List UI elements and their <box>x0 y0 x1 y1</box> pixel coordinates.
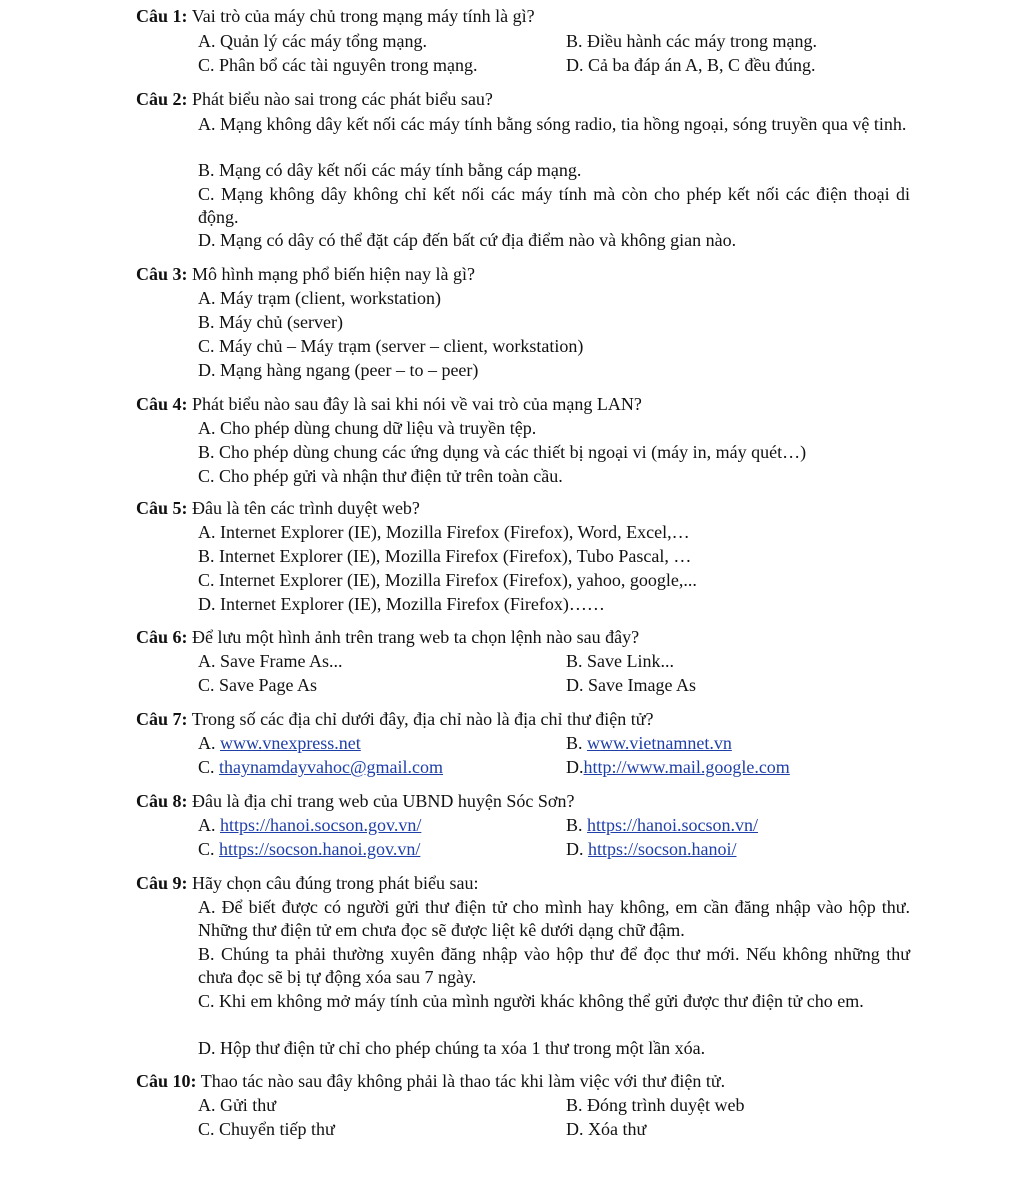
question-3-option-b: B. Máy chủ (server) <box>198 312 343 332</box>
question-3-title: Câu 3: Mô hình mạng phổ biến hiện nay là gì? <box>136 264 475 284</box>
question-8-title: Câu 8: Đâu là địa chỉ trang web của UBND huyện Sóc Sơn? <box>136 791 575 811</box>
question-10-option-a: A. Gửi thư <box>198 1095 277 1115</box>
question-2-option-d: D. Mạng có dây có thể đặt cáp đến bất cứ địa điểm nào và không gian nào. <box>198 230 737 250</box>
question-5-option-b: B. Internet Explorer (IE), Mozilla Firefox (Firefox), Tubo Pascal, … <box>198 546 692 566</box>
question-6-option-a: A. Save Frame As... <box>198 651 343 671</box>
question-9-option-c: C. Khi em không mở máy tính của mình người khác không thể gửi được thư điện tử cho em. <box>198 991 864 1011</box>
question-9-option-d: D. Hộp thư điện tử chỉ cho phép chúng ta xóa 1 thư trong một lần xóa. <box>198 1038 706 1058</box>
question-7-title: Câu 7: Trong số các địa chỉ dưới đây, địa chỉ nào là địa chỉ thư điện tử? <box>136 709 654 729</box>
link-mail-google[interactable]: http://www.mail.google.com <box>583 757 790 777</box>
question-1-option-c: C. Phân bổ các tài nguyên trong mạng. <box>198 55 478 75</box>
question-3-option-c: C. Máy chủ – Máy trạm (server – client, workstation) <box>198 336 584 356</box>
question-2-option-c: C. Mạng không dây không chỉ kết nối các máy tính mà còn cho phép kết nối các điện thoại di động. <box>198 184 911 227</box>
question-7-option-b: B. www.vietnamnet.vn <box>566 733 732 753</box>
question-1-title: Câu 1: Vai trò của máy chủ trong mạng máy tính là gì? <box>136 6 535 26</box>
question-8-option-a: A. https://hanoi.socson.gov.vn/ <box>198 815 422 835</box>
question-10-option-d: D. Xóa thư <box>566 1119 647 1139</box>
question-7-option-d: D.http://www.mail.google.com <box>566 757 790 777</box>
question-8-option-c: C. https://socson.hanoi.gov.vn/ <box>198 839 421 859</box>
question-5-title: Câu 5: Đâu là tên các trình duyệt web? <box>136 498 420 518</box>
question-2-title: Câu 2: Phát biểu nào sai trong các phát biểu sau? <box>136 89 493 109</box>
question-5-option-c: C. Internet Explorer (IE), Mozilla Firefox (Firefox), yahoo, google,... <box>198 570 697 590</box>
question-5-option-a: A. Internet Explorer (IE), Mozilla Firefox (Firefox), Word, Excel,… <box>198 522 690 542</box>
link-hanoi-socson-gov[interactable]: https://hanoi.socson.gov.vn/ <box>220 815 422 835</box>
question-7-option-a: A. www.vnexpress.net <box>198 733 361 753</box>
question-2-option-b: B. Mạng có dây kết nối các máy tính bằng cáp mạng. <box>198 160 582 180</box>
link-vietnamnet[interactable]: www.vietnamnet.vn <box>587 733 732 753</box>
question-5-option-d: D. Internet Explorer (IE), Mozilla Firefox (Firefox)…… <box>198 594 605 614</box>
question-6-title: Câu 6: Để lưu một hình ảnh trên trang web ta chọn lệnh nào sau đây? <box>136 627 640 647</box>
question-4-option-b: B. Cho phép dùng chung các ứng dụng và các thiết bị ngoại vi (máy in, máy quét…) <box>198 442 807 462</box>
question-8-option-d: D. https://socson.hanoi/ <box>566 839 737 859</box>
question-6-option-c: C. Save Page As <box>198 675 318 695</box>
question-4-option-c: C. Cho phép gửi và nhận thư điện tử trên toàn cầu. <box>198 466 563 486</box>
question-3-option-a: A. Máy trạm (client, workstation) <box>198 288 441 308</box>
question-10-option-b: B. Đóng trình duyệt web <box>566 1095 745 1115</box>
question-10-title: Câu 10: Thao tác nào sau đây không phải là thao tác khi làm việc với thư điện tử. <box>136 1071 726 1091</box>
link-hanoi-socson-vn[interactable]: https://hanoi.socson.vn/ <box>587 815 759 835</box>
question-4-title: Câu 4: Phát biểu nào sau đây là sai khi nói về vai trò của mạng LAN? <box>136 394 642 414</box>
question-4-option-a: A. Cho phép dùng chung dữ liệu và truyền tệp. <box>198 418 537 438</box>
question-9-option-a: A. Để biết được có người gửi thư điện tử cho mình hay không, em cần đăng nhập vào hộp thư. Những thư điện tử em chưa đọc sẽ được liệt kê dưới dạng chữ đậm. <box>198 897 910 940</box>
question-1-option-d: D. Cả ba đáp án A, B, C đều đúng. <box>566 55 816 75</box>
link-email-address[interactable]: thaynamdayvahoc@gmail.com <box>219 757 444 777</box>
question-1-option-a: A. Quản lý các máy tổng mạng. <box>198 31 427 51</box>
question-9-title: Câu 9: Hãy chọn câu đúng trong phát biểu sau: <box>136 873 479 893</box>
link-vnexpress[interactable]: www.vnexpress.net <box>220 733 361 753</box>
question-6-option-b: B. Save Link... <box>566 651 675 671</box>
question-2-option-a: A. Mạng không dây kết nối các máy tính bằng sóng radio, tia hồng ngoại, sóng truyền qua vệ tinh. <box>198 114 907 134</box>
question-8-option-b: B. https://hanoi.socson.vn/ <box>566 815 759 835</box>
question-1-option-b: B. Điều hành các máy trong mạng. <box>566 31 817 51</box>
link-socson-hanoi-gov[interactable]: https://socson.hanoi.gov.vn/ <box>219 839 421 859</box>
question-10-option-c: C. Chuyển tiếp thư <box>198 1119 335 1139</box>
question-6-option-d: D. Save Image As <box>566 675 696 695</box>
question-3-option-d: D. Mạng hàng ngang (peer – to – peer) <box>198 360 479 380</box>
question-7-option-c: C. thaynamdayvahoc@gmail.com <box>198 757 444 777</box>
link-socson-hanoi[interactable]: https://socson.hanoi/ <box>588 839 737 859</box>
question-9-option-b: B. Chúng ta phải thường xuyên đăng nhập vào hộp thư để đọc thư mới. Nếu không những thư chưa đọc sẽ bị tự động xóa sau 7 ngày. <box>198 944 910 987</box>
